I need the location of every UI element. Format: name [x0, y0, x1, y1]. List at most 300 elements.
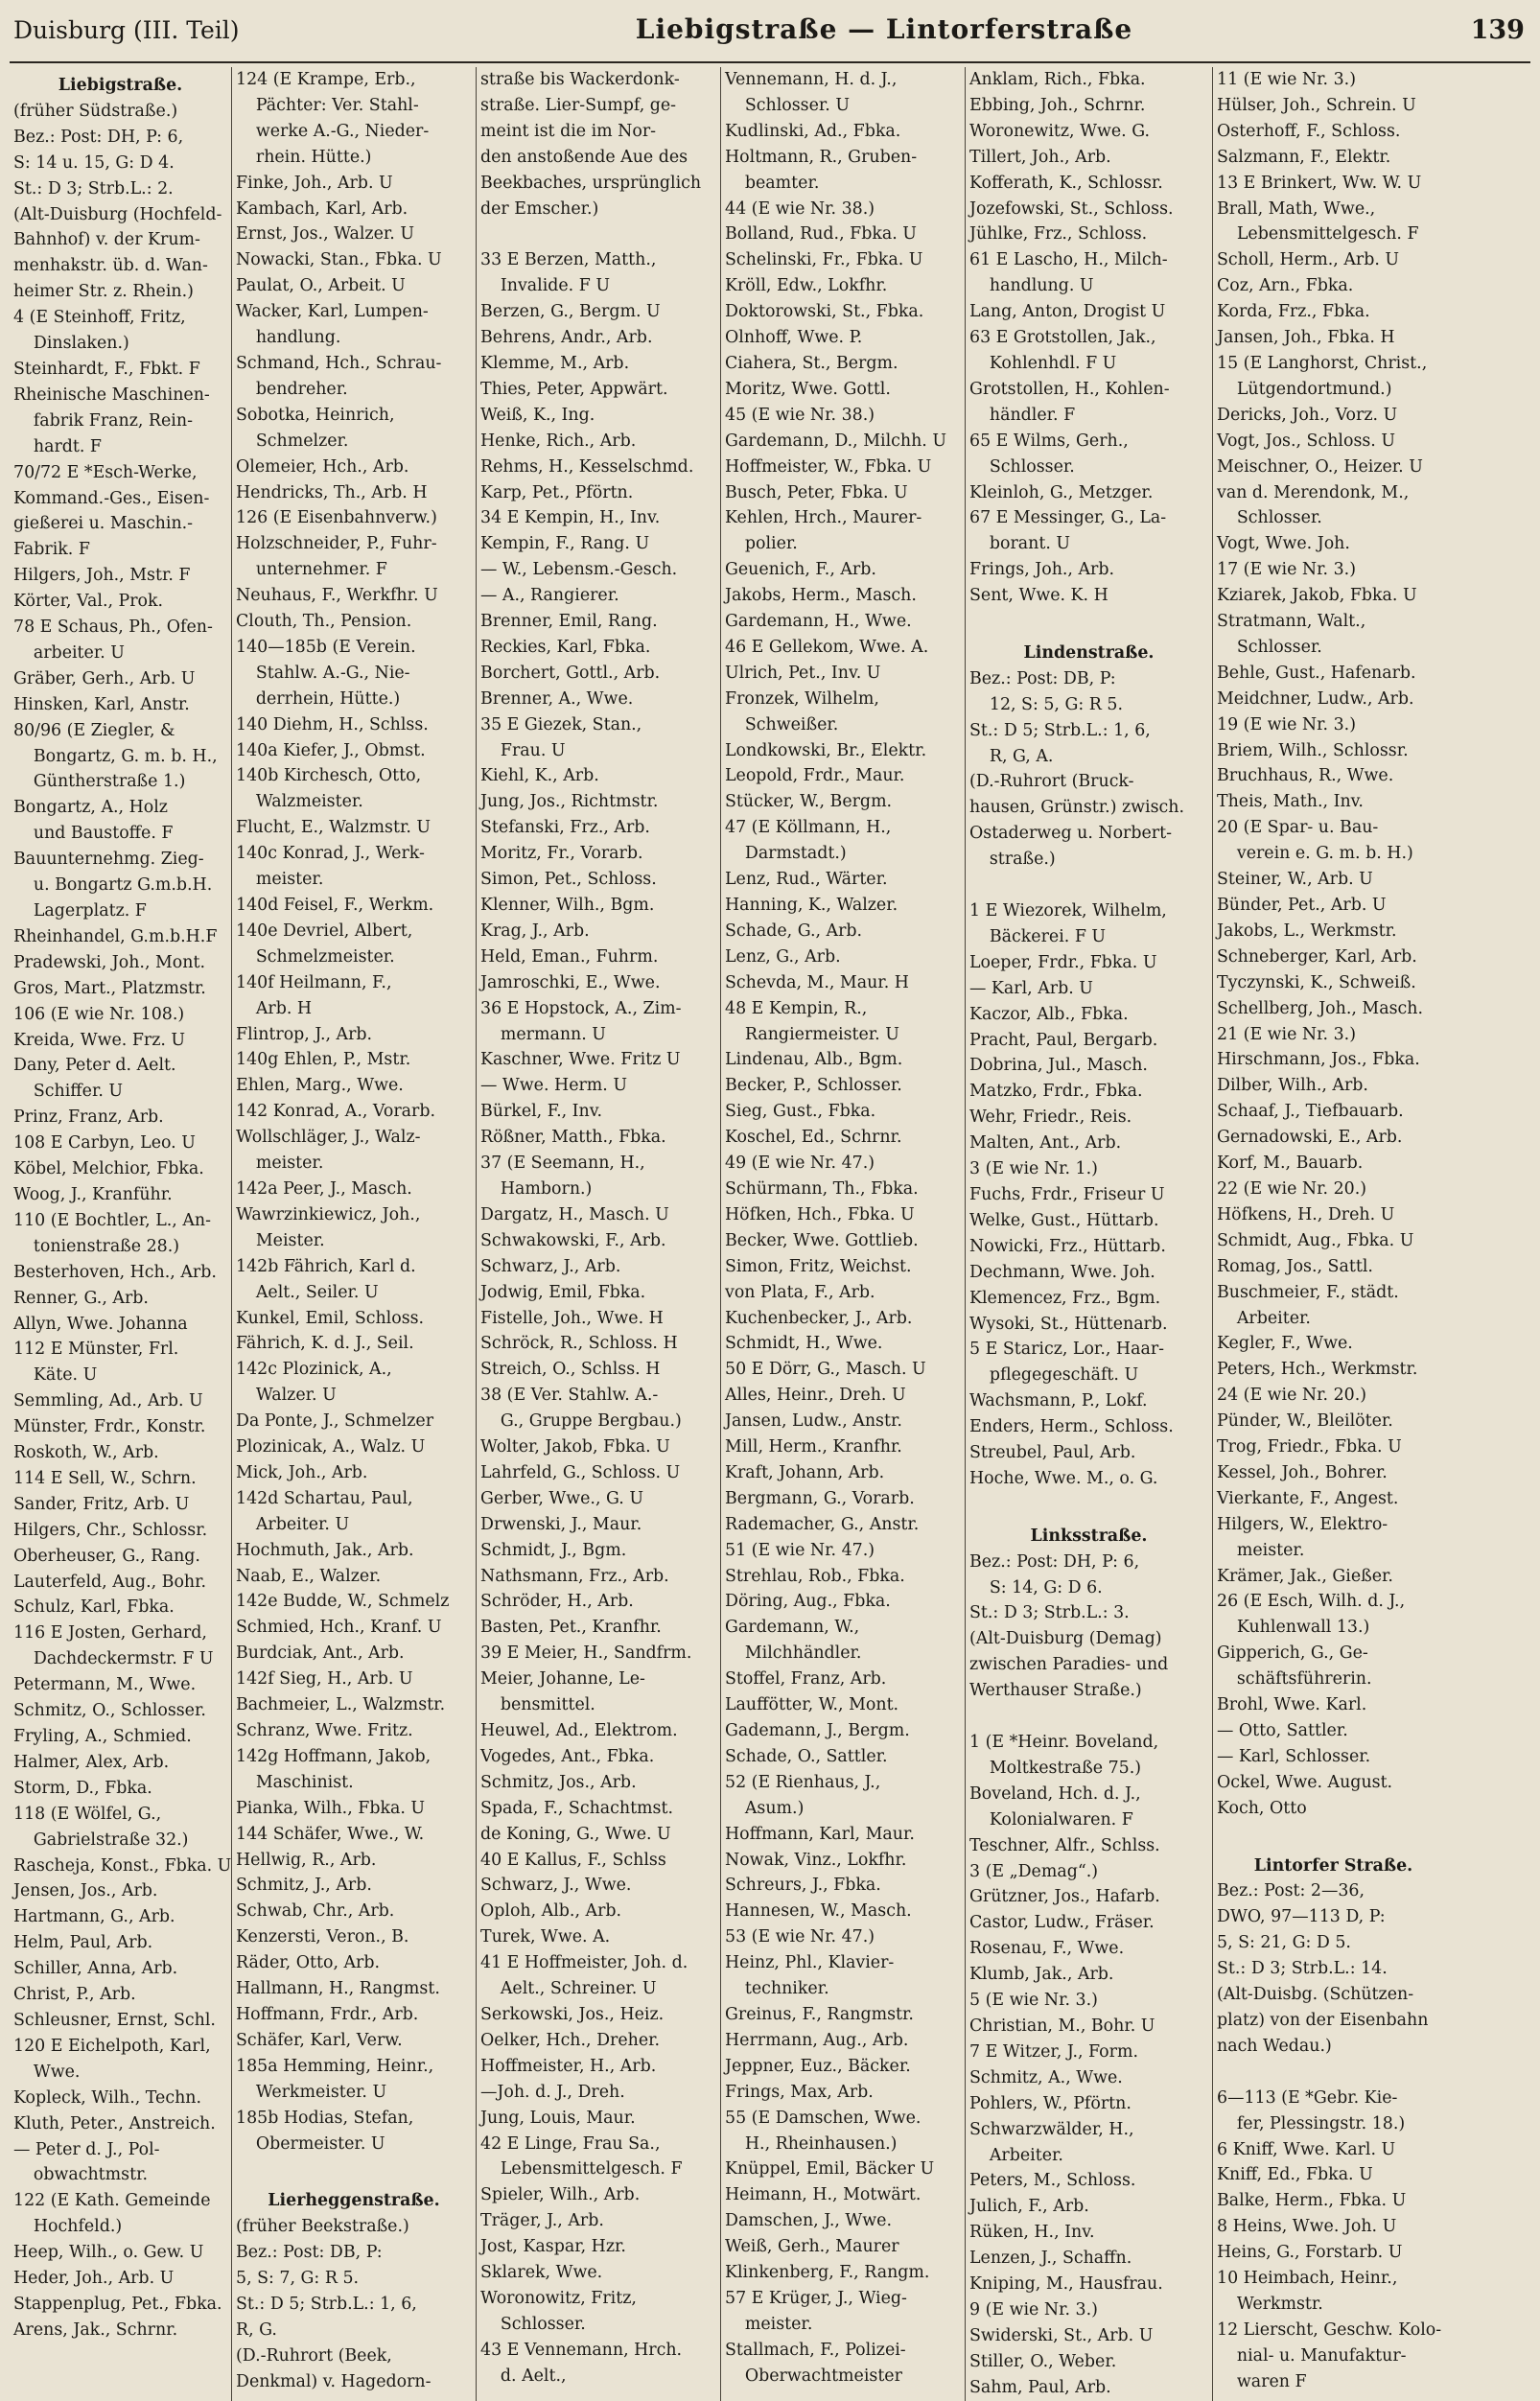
directory-entry: 36 E Hopstock, A., Zim-: [480, 998, 682, 1018]
directory-entry: Ebbing, Joh., Schrnr.: [969, 95, 1146, 115]
directory-entry: 185a Hemming, Heinr.,: [236, 2056, 434, 2076]
directory-entry: van d. Merendonk, M.,: [1217, 482, 1410, 502]
directory-entry: Borchert, Gottl., Arb.: [480, 663, 661, 683]
directory-entry: 142c Plozinick, A.,: [236, 1360, 392, 1380]
directory-entry: Burdciak, Ant., Arb.: [236, 1643, 405, 1664]
directory-entry: [969, 609, 1208, 635]
directory-entry: Rheinische Maschinen-: [13, 385, 210, 405]
directory-entry: Bez.: Post: 2—36,: [1217, 1881, 1365, 1901]
directory-entry: Herrmann, Aug., Arb.: [725, 2030, 909, 2050]
directory-entry: 7 E Witzer, J., Form.: [969, 2041, 1138, 2062]
directory-entry: Frau. U: [500, 740, 566, 760]
directory-entry: Kenzersti, Veron., B.: [236, 1927, 409, 1947]
directory-entry: Trog, Friedr., Fbka. U: [1217, 1437, 1402, 1457]
directory-entry: Schmidt, H., Wwe.: [725, 1334, 883, 1354]
directory-entry: [480, 221, 716, 247]
directory-entry: Rademacher, G., Anstr.: [725, 1514, 920, 1534]
directory-entry: Lütgendortmund.): [1236, 379, 1392, 399]
directory-entry: platz) von der Eisenbahn: [1217, 2010, 1429, 2030]
directory-entry: — Peter d. J., Pol-: [13, 2139, 160, 2159]
directory-entry: Klenner, Wilh., Bgm.: [480, 896, 655, 915]
directory-entry: Grützner, Jos., Hafarb.: [969, 1887, 1160, 1907]
directory-entry: Schiller, Anna, Arb.: [13, 1959, 178, 1979]
directory-entry: 142 Konrad, A., Vorarb.: [236, 1102, 436, 1122]
directory-entry: 53 (E wie Nr. 47.): [725, 1927, 875, 1947]
directory-entry: Vogt, Wwe. Joh.: [1217, 534, 1350, 554]
directory-entry: gießerei u. Maschin.-: [13, 514, 194, 534]
directory-entry: Kaschner, Wwe. Fritz U: [480, 1050, 681, 1070]
directory-entry: Hoffmann, Karl, Maur.: [725, 1824, 915, 1844]
directory-entry: Krämer, Jak., Gießer.: [1217, 1566, 1393, 1586]
directory-entry: DWO, 97—113 D, P:: [1217, 1907, 1386, 1927]
directory-entry: Meister.: [255, 1230, 325, 1250]
directory-entry: 33 E Berzen, Matth.,: [480, 250, 657, 270]
directory-entry: Castor, Ludw., Fräser.: [969, 1913, 1155, 1933]
directory-entry: Vogedes, Ant., Fbka.: [480, 1746, 655, 1766]
directory-entry: Dobrina, Jul., Masch.: [969, 1056, 1148, 1076]
directory-entry: Wacker, Karl, Lumpen-: [236, 302, 429, 322]
directory-entry: Schwakowski, F., Arb.: [480, 1230, 666, 1250]
directory-entry: Arb. H: [255, 998, 313, 1018]
directory-entry: 26 (E Esch, Wilh. d. J.,: [1217, 1592, 1406, 1612]
directory-entry: Brall, Math, Wwe.,: [1217, 198, 1376, 219]
directory-entry: Schaaf, J., Tiefbauarb.: [1217, 1102, 1404, 1122]
directory-entry: Knüppel, Emil, Bäcker U: [725, 2159, 935, 2180]
directory-entry: Steiner, W., Arb. U: [1217, 870, 1373, 890]
directory-entry: Heuwel, Ad., Elektrom.: [480, 1721, 678, 1740]
directory-entry: hardt. F: [33, 436, 102, 456]
directory-entry: [1217, 1822, 1450, 1848]
directory-entry: — A., Rangierer.: [480, 586, 619, 606]
directory-entry: Räder, Otto, Arb.: [236, 1953, 381, 1973]
directory-entry: Hirschmann, Jos., Fbka.: [1217, 1050, 1420, 1070]
directory-entry: Weiß, Gerh., Maurer: [725, 2237, 899, 2257]
directory-entry: Dargatz, H., Masch. U: [480, 1204, 669, 1224]
directory-entry: Bongartz, G. m. b. H.,: [33, 746, 218, 766]
directory-entry: Arens, Jak., Schrnr.: [13, 2319, 178, 2340]
directory-entry: Fryling, A., Schmied.: [13, 1727, 192, 1746]
directory-entry: Hülser, Joh., Schrein. U: [1217, 95, 1416, 115]
directory-entry: Brenner, Emil, Rang.: [480, 612, 658, 632]
directory-entry: Höfkens, H., Dreh. U: [1217, 1204, 1395, 1224]
directory-entry: Flintrop, J., Arb.: [236, 1024, 373, 1044]
directory-entry: 3 (E wie Nr. 1.): [969, 1159, 1098, 1179]
directory-entry: Nathsmann, Frz., Arb.: [480, 1566, 669, 1586]
street-heading: Lierheggenstraße.: [268, 2191, 440, 2211]
directory-entry: Hinsken, Karl, Anstr.: [13, 694, 190, 714]
directory-entry: Matzko, Frdr., Fbka.: [969, 1082, 1143, 1102]
directory-entry: Münster, Frdr., Konstr.: [13, 1417, 206, 1437]
directory-entry: 140 Diehm, H., Schlss.: [236, 714, 429, 734]
directory-entry: 142a Peer, J., Masch.: [236, 1178, 412, 1199]
directory-entry: 144 Schäfer, Wwe., W.: [236, 1824, 425, 1844]
directory-entry: 6—113 (E *Gebr. Kie-: [1217, 2087, 1398, 2108]
directory-entry: Plozinicak, A., Walz. U: [236, 1437, 426, 1457]
directory-entry: Nowak, Vinz., Lokfhr.: [725, 1850, 907, 1870]
directory-entry: (Alt-Duisburg (Demag): [969, 1629, 1162, 1649]
directory-entry: S: 14, G: D 6.: [989, 1577, 1103, 1597]
directory-entry: Stratmann, Walt.,: [1217, 612, 1366, 632]
directory-entry: Kleinloh, G., Metzger.: [969, 482, 1154, 502]
directory-entry: Hilgers, Chr., Schlossr.: [13, 1520, 208, 1540]
directory-entry: Swiderski, St., Arb. U: [969, 2325, 1154, 2345]
directory-entry: Simon, Pet., Schloss.: [480, 870, 657, 890]
header-street-range: Liebigstraße — Lintorferstraße: [635, 13, 1133, 45]
directory-entry: (früher Südstraße.): [13, 101, 178, 121]
directory-entry: Vogt, Jos., Schloss. U: [1217, 431, 1396, 451]
directory-entry: Frings, Max, Arb.: [725, 2082, 874, 2102]
directory-entry: 38 (E Ver. Stahlw. A.-: [480, 1386, 659, 1406]
directory-entry: 11 (E wie Nr. 3.): [1217, 70, 1356, 89]
directory-entry: Schmidt, J., Bgm.: [480, 1540, 627, 1560]
directory-entry: Fabrik. F: [13, 540, 90, 560]
directory-entry: Ciahera, St., Bergm.: [725, 353, 898, 373]
directory-entry: Kempin, F., Rang. U: [480, 534, 650, 554]
street-heading: Linksstraße.: [1030, 1526, 1148, 1546]
directory-entry: 5 (E wie Nr. 3.): [969, 1991, 1098, 2011]
directory-entry: schäftsführerin.: [1236, 1669, 1372, 1690]
directory-entry: Jeppner, Euz., Bäcker.: [725, 2056, 911, 2076]
directory-entry: Oelker, Hch., Dreher.: [480, 2030, 661, 2050]
directory-entry: Thies, Peter, Appwärt.: [480, 379, 668, 399]
directory-entry: 140c Konrad, J., Werk-: [236, 844, 425, 864]
directory-entry: 140e Devriel, Albert,: [236, 921, 413, 941]
directory-entry: 5 E Staricz, Lor., Haar-: [969, 1340, 1165, 1360]
directory-entry: 6 Kniff, Wwe. Karl. U: [1217, 2139, 1396, 2159]
directory-entry: 34 E Kempin, H., Inv.: [480, 508, 661, 528]
directory-entry: Greinus, F., Rangmstr.: [725, 2004, 914, 2024]
directory-entry: 63 E Grotstollen, Jak.,: [969, 328, 1156, 348]
directory-entry: bendreher.: [255, 379, 348, 399]
directory-entry: Schäfer, Karl, Verw.: [236, 2030, 403, 2050]
directory-entry: Korda, Frz., Fbka.: [1217, 302, 1370, 322]
directory-entry: Gabrielstraße 32.): [33, 1830, 189, 1850]
directory-entry: u. Bongartz G.m.b.H.: [33, 875, 213, 896]
directory-entry: 46 E Gellekom, Wwe. A.: [725, 637, 929, 657]
directory-entry: Bachmeier, L., Walzmstr.: [236, 1695, 446, 1715]
directory-entry: Bahnhof) v. der Krum-: [13, 230, 200, 250]
directory-entry: straße. Lier-Sumpf, ge-: [480, 95, 677, 115]
directory-entry: Kaczor, Alb., Fbka.: [969, 1004, 1129, 1024]
directory-entry: Gardemann, H., Wwe.: [725, 612, 912, 632]
directory-entry: tonienstraße 28.): [33, 1236, 180, 1256]
directory-entry: Sent, Wwe. K. H: [969, 586, 1108, 606]
directory-entry: 142f Sieg, H., Arb. U: [236, 1669, 413, 1690]
directory-entry: 17 (E wie Nr. 3.): [1217, 560, 1356, 580]
directory-entry: Lauterfeld, Aug., Bohr.: [13, 1572, 207, 1592]
directory-entry: 20 (E Spar- u. Bau-: [1217, 818, 1379, 838]
directory-entry: Kniping, M., Hausfrau.: [969, 2274, 1163, 2295]
directory-entry: Schleusner, Ernst, Schl.: [13, 2010, 216, 2030]
directory-entry: 142g Hoffmann, Jakob,: [236, 1746, 432, 1766]
directory-entry: Arbeiter.: [989, 2145, 1063, 2165]
directory-entry: Hoche, Wwe. M., o. G.: [969, 1468, 1158, 1488]
directory-entry: 21 (E wie Nr. 3.): [1217, 1024, 1356, 1044]
directory-entry: Behrens, Andr., Arb.: [480, 328, 653, 348]
directory-entry: 24 (E wie Nr. 20.): [1217, 1386, 1367, 1406]
directory-entry: Pächter: Ver. Stahl-: [255, 95, 419, 115]
directory-entry: Schreurs, J., Fbka.: [725, 1876, 881, 1896]
directory-entry: Finke, Joh., Arb. U: [236, 173, 393, 193]
directory-entry: 140a Kiefer, J., Obmst.: [236, 740, 426, 760]
directory-entry: Wolter, Jakob, Fbka. U: [480, 1437, 670, 1457]
directory-entry: Arbeiter. U: [255, 1514, 350, 1534]
directory-entry: Kziarek, Jakob, Fbka. U: [1217, 586, 1417, 606]
directory-entry: heimer Str. z. Rhein.): [13, 282, 194, 302]
directory-entry: Clouth, Th., Pension.: [236, 612, 412, 632]
directory-entry: Kofferath, K., Schlossr.: [969, 173, 1163, 193]
directory-entry: 140f Heilmann, F.,: [236, 972, 392, 992]
directory-entry: Jakobs, Herm., Masch.: [725, 586, 917, 606]
directory-entry: pflegegeschäft. U: [989, 1365, 1139, 1386]
directory-entry: händler. F: [989, 405, 1076, 425]
directory-entry: Wachsmann, P., Lokf.: [969, 1391, 1148, 1411]
directory-entry: Kessel, Joh., Bohrer.: [1217, 1462, 1388, 1482]
directory-entry: Dilber, Wilh., Arb.: [1217, 1076, 1368, 1096]
directory-entry: Sobotka, Heinrich,: [236, 405, 395, 425]
directory-entry: Schelinski, Fr., Fbka. U: [725, 250, 923, 270]
directory-entry: Schade, G., Arb.: [725, 921, 863, 941]
directory-entry: Maschinist.: [255, 1772, 354, 1792]
directory-entry: Jozefowski, St., Schloss.: [969, 198, 1174, 219]
directory-entry: Simon, Fritz, Weichst.: [725, 1256, 912, 1276]
directory-entry: Flucht, E., Walzmstr. U: [236, 818, 432, 838]
directory-entry: Lebensmittelgesch. F: [1236, 224, 1419, 245]
directory-entry: Bez.: Post: DB, P:: [969, 668, 1116, 688]
directory-entry: Scholl, Herm., Arb. U: [1217, 250, 1400, 270]
directory-entry: Schiffer. U: [33, 1082, 124, 1102]
directory-entry: Werkmstr.: [1236, 2294, 1323, 2314]
directory-entry: 37 (E Seemann, H.,: [480, 1154, 645, 1174]
directory-entry: Wehr, Friedr., Reis.: [969, 1107, 1132, 1128]
directory-entry: Pradewski, Joh., Mont.: [13, 952, 205, 972]
directory-entry: Bez.: Post: DB, P:: [236, 2243, 383, 2263]
directory-entry: 118 (E Wölfel, G.,: [13, 1804, 162, 1824]
directory-entry: Rehms, H., Kesselschmd.: [480, 456, 694, 477]
directory-entry: nach Wedau.): [1217, 2036, 1332, 2056]
directory-entry: Schranz, Wwe. Fritz.: [236, 1721, 413, 1740]
directory-entry: 65 E Wilms, Gerh.,: [969, 431, 1129, 451]
directory-entry: Stappenplug, Pet., Fbka.: [13, 2294, 222, 2314]
directory-entry: Sander, Fritz, Arb. U: [13, 1494, 190, 1514]
directory-entry: Nowicki, Frz., Hüttarb.: [969, 1236, 1166, 1256]
directory-entry: Schlosser.: [1236, 508, 1322, 528]
directory-entry: Jakobs, L., Werkmstr.: [1217, 921, 1397, 941]
directory-entry: Becker, P., Schlosser.: [725, 1076, 902, 1096]
directory-entry: Berzen, G., Bergm. U: [480, 302, 661, 322]
directory-entry: Wawrzinkiewicz, Joh.,: [236, 1204, 421, 1224]
directory-entry: 55 (E Damschen, Wwe.: [725, 2108, 922, 2128]
directory-entry: 116 E Josten, Gerhard,: [13, 1623, 207, 1643]
directory-entry: — Karl, Schlosser.: [1217, 1746, 1371, 1766]
directory-entry: Christian, M., Bohr. U: [969, 2016, 1155, 2036]
directory-entry: Basten, Pet., Kranfhr.: [480, 1618, 662, 1638]
directory-entry: 44 (E wie Nr. 38.): [725, 198, 875, 219]
directory-entry: Bergmann, G., Vorarb.: [725, 1488, 915, 1508]
directory-entry: Brenner, A., Wwe.: [480, 688, 634, 709]
directory-entry: Pünder, W., Bleilöter.: [1217, 1411, 1393, 1432]
directory-entry: Fährich, K. d. J., Seil.: [236, 1334, 414, 1354]
directory-entry: 142d Schartau, Paul,: [236, 1488, 413, 1508]
directory-entry: Serkowski, Jos., Heiz.: [480, 2004, 665, 2024]
directory-entry: Schade, O., Sattler.: [725, 1746, 888, 1766]
directory-entry: derrhein, Hütte.): [255, 688, 401, 709]
directory-entry: Gardemann, D., Milchh. U: [725, 431, 947, 451]
directory-entry: Sklarek, Wwe.: [480, 2263, 603, 2283]
directory-entry: Olemeier, Hch., Arb.: [236, 456, 409, 477]
directory-entry: Moritz, Wwe. Gottl.: [725, 379, 891, 399]
directory-entry: Rangiermeister. U: [744, 1024, 899, 1044]
page-header: [10, 13, 1530, 63]
directory-entry: Jamroschki, E., Wwe.: [480, 972, 661, 992]
directory-entry: Held, Eman., Fuhrm.: [480, 946, 659, 967]
directory-entry: Dinslaken.): [33, 334, 129, 354]
directory-entry: borant. U: [989, 534, 1071, 554]
directory-columns: [10, 67, 1530, 2397]
directory-entry: [1217, 2060, 1450, 2086]
directory-entry: 114 E Sell, W., Schrn.: [13, 1468, 197, 1488]
directory-entry: Kehlen, Hrch., Maurer-: [725, 508, 922, 528]
directory-entry: Krag, J., Arb.: [480, 921, 590, 941]
directory-entry: Enders, Herm., Schloss.: [969, 1417, 1174, 1437]
directory-entry: Heimann, H., Motwärt.: [725, 2185, 922, 2205]
directory-entry: Höfken, Hch., Fbka. U: [725, 1204, 915, 1224]
directory-entry: Schlosser. U: [744, 95, 851, 115]
directory-entry: H., Rheinhausen.): [744, 2133, 898, 2154]
directory-entry: nial- u. Manufaktur-: [1236, 2345, 1407, 2366]
directory-entry: (früher Beekstraße.): [236, 2217, 409, 2237]
directory-entry: Stefanski, Frz., Arb.: [480, 818, 650, 838]
directory-entry: Grotstollen, H., Kohlen-: [969, 379, 1170, 399]
directory-entry: Gernadowski, E., Arb.: [1217, 1128, 1403, 1148]
directory-entry: Hellwig, R., Arb.: [236, 1850, 377, 1870]
directory-entry: unternehmer. F: [255, 560, 387, 580]
directory-entry: Becker, Wwe. Gottlieb.: [725, 1230, 919, 1250]
directory-entry: [969, 873, 1208, 898]
directory-entry: Salzmann, F., Elektr.: [1217, 147, 1391, 167]
directory-entry: Reckies, Karl, Fbka.: [480, 637, 651, 657]
directory-entry: von Plata, F., Arb.: [725, 1282, 875, 1302]
header-city-part: Duisburg (III. Teil): [13, 16, 240, 44]
directory-entry: Kunkel, Emil, Schloss.: [236, 1308, 425, 1328]
directory-entry: Hilgers, Joh., Mstr. F: [13, 566, 191, 586]
directory-entry: meister.: [1236, 1540, 1305, 1560]
directory-entry: Loeper, Frdr., Fbka. U: [969, 952, 1157, 972]
directory-entry: Schwarz, J., Wwe.: [480, 1876, 632, 1896]
directory-entry: Kröll, Edw., Lokfhr.: [725, 276, 888, 296]
directory-entry: Schellberg, Joh., Masch.: [1217, 998, 1423, 1018]
directory-entry: fabrik Franz, Rein-: [33, 410, 193, 431]
directory-entry: 78 E Schaus, Ph., Ofen-: [13, 618, 213, 638]
directory-entry: Coz, Arn., Fbka.: [1217, 276, 1354, 296]
directory-entry: Lenzen, J., Schaffn.: [969, 2249, 1132, 2269]
directory-entry: Sieg, Gust., Fbka.: [725, 1102, 876, 1122]
directory-entry: [236, 2156, 472, 2182]
directory-entry: Weiß, K., Ing.: [480, 405, 595, 425]
directory-entry: Schmitz, O., Schlosser.: [13, 1701, 206, 1721]
directory-entry: menhakstr. üb. d. Wan-: [13, 256, 208, 276]
directory-entry: Kegler, F., Wwe.: [1217, 1334, 1353, 1354]
directory-entry: Ostaderweg u. Norbert-: [969, 824, 1172, 844]
directory-entry: Kiehl, K., Arb.: [480, 766, 599, 786]
directory-column: [10, 67, 232, 2401]
directory-entry: Kuhlenwall 13.): [1236, 1618, 1370, 1638]
directory-entry: 142b Fährich, Karl d.: [236, 1256, 416, 1276]
directory-entry: Christ, P., Arb.: [13, 1985, 136, 2005]
directory-entry: Stoffel, Franz, Arb.: [725, 1669, 887, 1690]
directory-entry: 124 (E Krampe, Erb.,: [236, 70, 416, 89]
directory-entry: Wysoki, St., Hüttenarb.: [969, 1314, 1168, 1334]
directory-entry: Bruchhaus, R., Wwe.: [1217, 766, 1394, 786]
directory-entry: meister.: [255, 870, 324, 890]
directory-entry: 140—185b (E Verein.: [236, 637, 416, 657]
directory-entry: Hoffmeister, H., Arb.: [480, 2056, 657, 2076]
directory-entry: Malten, Ant., Arb.: [969, 1133, 1122, 1154]
street-heading: Lindenstraße.: [1023, 642, 1155, 663]
directory-entry: 110 (E Bochtler, L., An-: [13, 1210, 211, 1230]
directory-entry: Geuenich, F., Arb.: [725, 560, 876, 580]
directory-entry: Stücker, W., Bergm.: [725, 792, 893, 812]
directory-entry: Rheinhandel, G.m.b.H.F: [13, 926, 218, 946]
directory-entry: Ehlen, Marg., Wwe.: [236, 1076, 404, 1096]
directory-entry: Bez.: Post: DH, P: 6,: [13, 127, 184, 147]
directory-entry: Tillert, Joh., Arb.: [969, 147, 1111, 167]
directory-entry: 50 E Dörr, G., Masch. U: [725, 1360, 926, 1380]
directory-entry: 35 E Giezek, Stan.,: [480, 714, 642, 734]
directory-entry: Heep, Wilh., o. Gew. U: [13, 2243, 204, 2263]
directory-entry: 80/96 (E Ziegler, &: [13, 720, 175, 740]
directory-entry: 140d Feisel, F., Werkm.: [236, 896, 434, 915]
directory-entry: R, G.: [236, 2319, 277, 2340]
directory-entry: Heder, Joh., Arb. U: [13, 2269, 175, 2289]
directory-entry: Darmstadt.): [744, 844, 847, 864]
directory-entry: St.: D 3; Strb.L.: 14.: [1217, 1959, 1388, 1979]
directory-entry: meister.: [744, 2314, 813, 2334]
directory-entry: Turek, Wwe. A.: [480, 1927, 611, 1947]
directory-entry: 5, S: 21, G: D 5.: [1217, 1933, 1351, 1953]
directory-entry: 1 E Wiezorek, Wilhelm,: [969, 901, 1167, 921]
directory-entry: 5, S: 7, G: R 5.: [236, 2269, 360, 2289]
directory-entry: werke A.-G., Nieder-: [255, 121, 430, 141]
directory-entry: Schweißer.: [744, 714, 839, 734]
directory-entry: Kuchenbecker, J., Arb.: [725, 1308, 913, 1328]
page-number: 139: [1470, 15, 1525, 45]
directory-entry: meister.: [255, 1154, 324, 1174]
directory-entry: Briem, Wilh., Schlossr.: [1217, 740, 1409, 760]
directory-entry: Dechmann, Wwe. Joh.: [969, 1262, 1155, 1282]
directory-entry: Naab, E., Walzer.: [236, 1566, 382, 1586]
directory-entry: Walzmeister.: [255, 792, 363, 812]
directory-entry: Bünder, Pet., Arb. U: [1217, 896, 1387, 915]
directory-entry: Neuhaus, F., Werkfhr. U: [236, 586, 438, 606]
directory-entry: 49 (E wie Nr. 47.): [725, 1154, 875, 1174]
directory-entry: obwachtmstr.: [33, 2165, 148, 2185]
directory-entry: Lagerplatz. F: [33, 901, 147, 921]
directory-entry: Aelt., Schreiner. U: [500, 1979, 657, 1999]
directory-entry: Lenz, Rud., Wärter.: [725, 870, 888, 890]
directory-entry: 10 Heimbach, Heinr.,: [1217, 2269, 1398, 2289]
directory-entry: Behle, Gust., Hafenarb.: [1217, 663, 1416, 683]
directory-entry: Hannesen, W., Masch.: [725, 1901, 912, 1922]
directory-entry: 3 (E „Demag“.): [969, 1861, 1099, 1881]
directory-entry: 4 (E Steinhoff, Fritz,: [13, 308, 186, 328]
directory-entry: Schevda, M., Maur. H: [725, 972, 909, 992]
directory-entry: Schwarz, J., Arb.: [480, 1256, 621, 1276]
directory-entry: St.: D 3; Strb.L.: 2.: [13, 178, 174, 198]
directory-entry: Kommand.-Ges., Eisen-: [13, 488, 210, 508]
directory-entry: Fistelle, Joh., Wwe. H: [480, 1308, 664, 1328]
directory-entry: Alles, Heinr., Dreh. U: [725, 1386, 906, 1406]
